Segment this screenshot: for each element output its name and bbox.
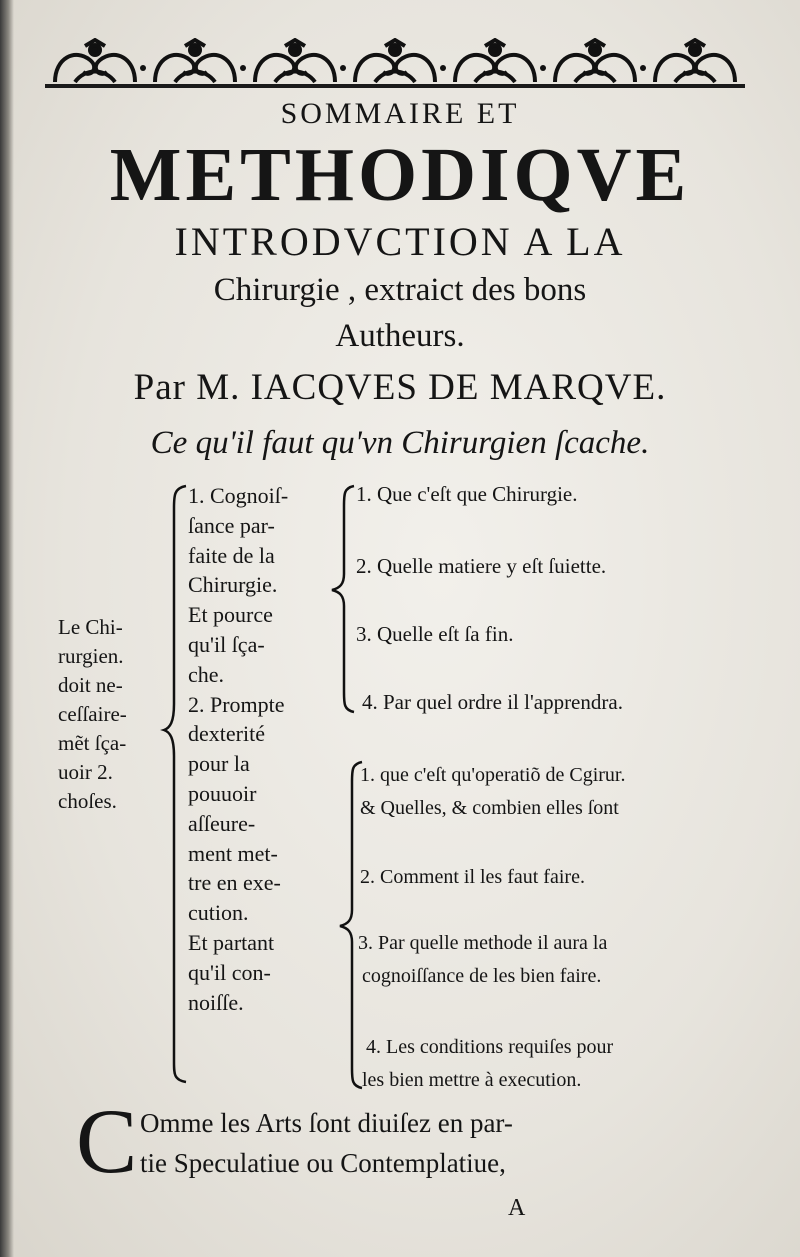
middle-column-line: pour la: [188, 751, 250, 777]
title-line-5: Autheurs.: [335, 318, 465, 354]
operation-item-4b: les bien mettre à execution.: [362, 1069, 582, 1091]
operation-item-3: 3. Par quelle methode il aura la: [358, 932, 608, 954]
left-column-line: doit ne-: [58, 673, 123, 697]
upper-right-brace: [328, 484, 358, 714]
left-column-line: choſes.: [58, 789, 117, 813]
middle-column-line: ment met-: [188, 840, 278, 866]
middle-column: [188, 481, 338, 1017]
middle-column-line: aſſeure-: [188, 810, 256, 836]
middle-column-line: Chirurgie.: [188, 572, 278, 598]
left-column-line: rurgien.: [58, 644, 124, 668]
middle-column-line: faite de la: [188, 542, 275, 568]
middle-column-line: Et pource: [188, 602, 273, 628]
middle-column-line: dexterité: [188, 721, 265, 747]
operation-item-4: 4. Les conditions requiſes pour: [366, 1036, 614, 1058]
right-item-3: 3. Quelle eſt ſa fin.: [356, 622, 514, 646]
middle-column-line: Et partant: [188, 929, 275, 955]
left-column-line: uoir 2.: [58, 760, 113, 784]
right-item-4: 4. Par quel ordre il l'apprendra.: [362, 690, 623, 714]
left-column: [58, 613, 166, 816]
middle-column-line: noiſſe.: [188, 989, 244, 1015]
middle-column-line: ſance par-: [188, 512, 275, 538]
middle-column-line: che.: [188, 661, 225, 687]
middle-column-line: 1. Cognoiſ-: [188, 483, 289, 508]
paragraph-line-2: tie Speculatiue ou Contemplatiue,: [140, 1148, 506, 1178]
middle-column-line: pouuoir: [188, 780, 257, 806]
ornamental-headpiece: [45, 38, 745, 100]
operation-item-2: 2. Comment il les faut faire.: [360, 866, 585, 888]
signature-mark: A: [508, 1195, 526, 1221]
left-column-line: mẽt ſça-: [58, 731, 127, 755]
operation-item-1: 1. que c'eſt qu'operatiõ de Cgirur.: [360, 764, 626, 786]
right-item-1: 1. Que c'eſt que Chirurgie.: [356, 482, 578, 506]
title-line-1: SOMMAIRE ET: [280, 97, 520, 130]
left-column-line: ceſſaire-: [58, 702, 127, 726]
subtitle-line: Ce qu'il faut qu'vn Chirurgien ſcache.: [150, 425, 650, 461]
paragraph-line-1: Omme les Arts ſont diuiſez en par-: [140, 1108, 513, 1138]
title-line-3: INTRODVCTION A LA: [174, 219, 626, 264]
title-line-4: Chirurgie , extraict des bons: [213, 272, 587, 308]
middle-column-line: qu'il ſça-: [188, 631, 265, 657]
middle-column-line: 2. Prompte: [188, 691, 285, 717]
drop-capital: C: [76, 1090, 138, 1192]
title-line-2: METHODIQVE: [109, 133, 691, 217]
left-column-line: Le Chi-: [58, 615, 123, 639]
middle-column-line: tre en exe-: [188, 870, 281, 896]
left-brace: [160, 484, 190, 1084]
right-item-2: 2. Quelle matiere y eſt ſuiette.: [356, 554, 607, 578]
middle-column-line: qu'il con-: [188, 959, 271, 985]
operation-item-1b: & Quelles, & combien elles ſont: [360, 797, 619, 819]
operation-item-3b: cognoiſſance de les bien faire.: [362, 965, 602, 987]
author-line: Par M. IACQVES DE MARQVE.: [133, 367, 667, 408]
middle-column-line: cution.: [188, 900, 249, 926]
